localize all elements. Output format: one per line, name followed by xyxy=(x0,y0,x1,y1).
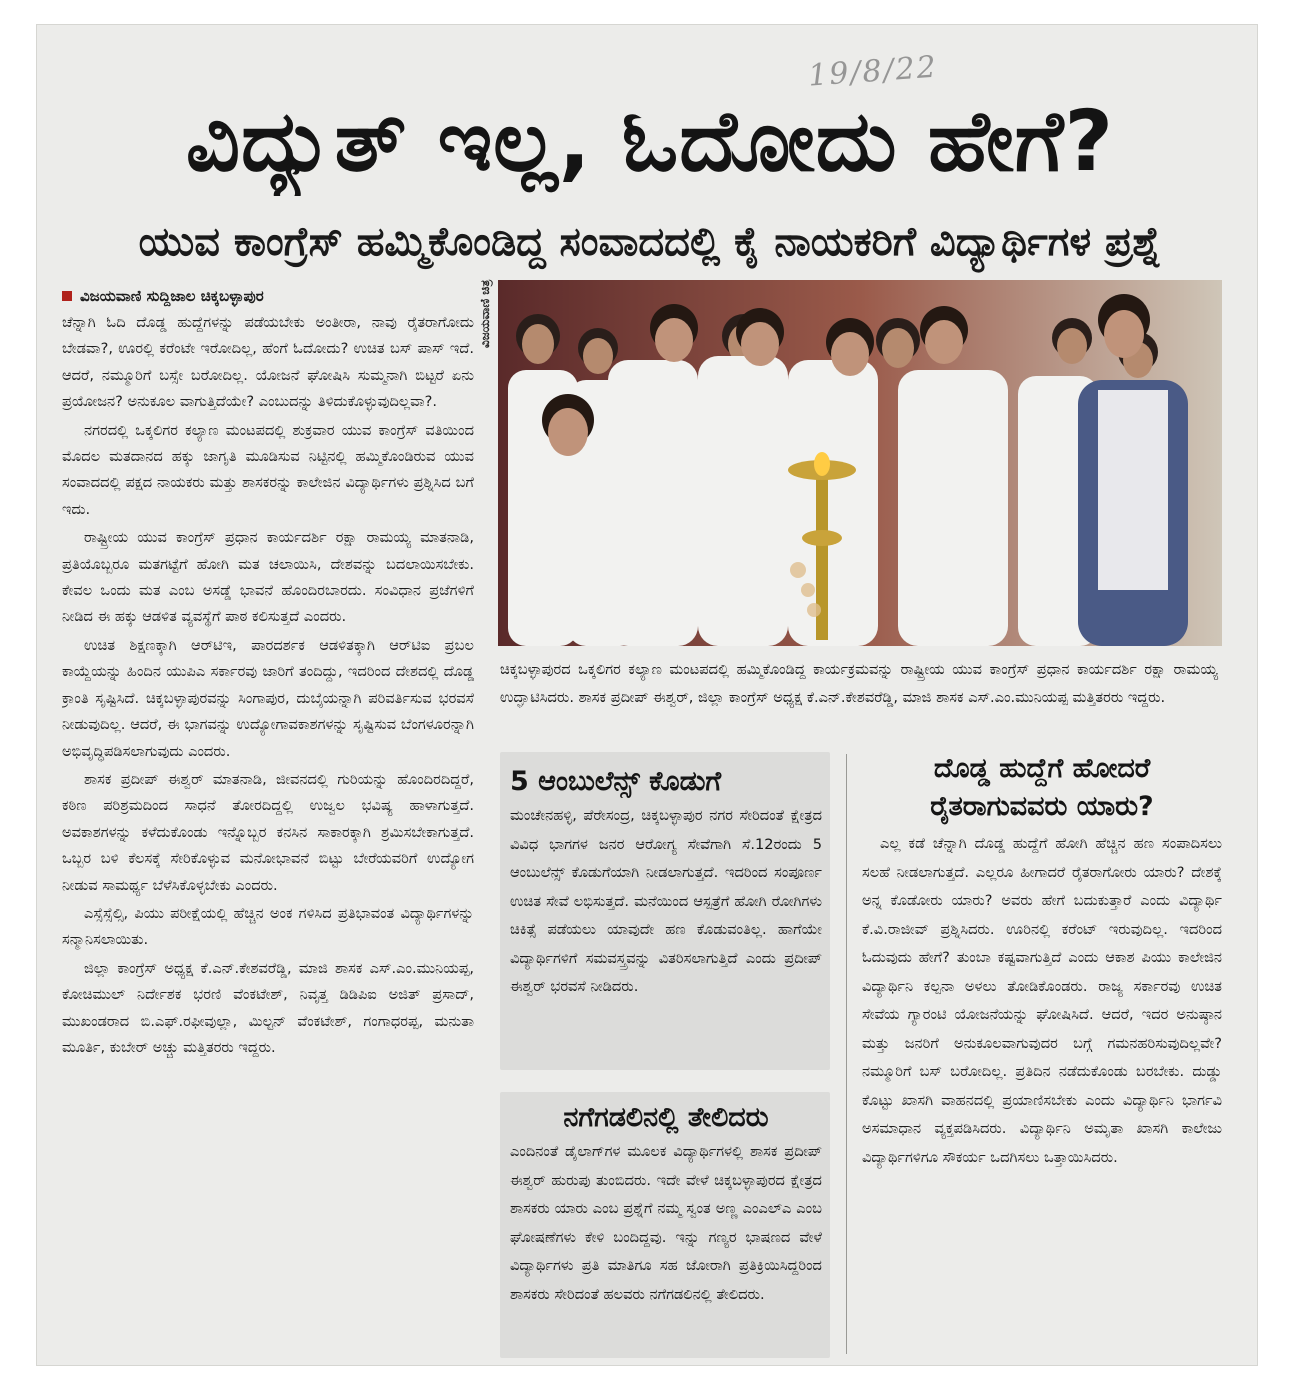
story-paragraph: ರಾಷ್ಟ್ರೀಯ ಯುವ ಕಾಂಗ್ರೆಸ್ ಪ್ರಧಾನ ಕಾರ್ಯದರ್ಶಿ ರಕ್ಷಾ ರಾಮಯ್ಯ ಮಾತನಾಡಿ, ಪ್ರತಿಯೊಬ್ಬರೂ ಮತಗಟ್ಟೆಗೆ ಹೋಗಿ ಮತ ಚಲಾಯಿಸಿ, ದೇಶವನ್ನು ಬದಲಾಯಿಸಬೇಕು. ಕೇವಲ ಒಂದು ಮತ ಎಂಬ ಅಸಡ್ಡೆ ಭಾವನೆ ಹೊಂದಿರಬಾರದು. ಸಂವಿಧಾನ ಪ್ರಜೆಗಳಿಗೆ ನೀಡಿದ ಈ ಹಕ್ಕು ಆಡಳಿತ ವ್ಯವಸ್ಥೆಗೆ ಪಾಠ ಕಲಿಸುತ್ತದೆ ಎಂದರು. xyxy=(62,529,474,626)
photo-credit: ವಿಜಯವಾಣಿ ಚಿತ್ರ xyxy=(478,280,492,349)
farmer-title-line1: ದೊಡ್ಡ ಹುದ್ದೆಗೆ ಹೋದರೆ xyxy=(933,753,1151,784)
farmer-story xyxy=(862,750,1222,1350)
handwritten-date-note: 19/8/22 xyxy=(807,49,939,94)
story-paragraph: ಶಾಸಕ ಪ್ರದೀಪ್ ಈಶ್ವರ್ ಮಾತನಾಡಿ, ಜೀವನದಲ್ಲಿ ಗುರಿಯನ್ನು ಹೊಂದಿರದಿದ್ದರೆ, ಕಠಿಣ ಪರಿಶ್ರಮದಿಂದ ಸಾಧನೆ ತೋರದಿದ್ದಲ್ಲಿ ಉಜ್ವಲ ಭವಿಷ್ಯ ಹಾಳಾಗುತ್ತದೆ. ಅವಕಾಶಗಳನ್ನು ಕಳೆದುಕೊಂಡು ಇನ್ನೊಬ್ಬರ ಕನಸಿನ ಸಾಕಾರಕ್ಕಾಗಿ ಶ್ರಮಿಸಬೇಕಾಗುತ್ತದೆ. ಒಬ್ಬರ ಬಳಿ ಕೆಲಸಕ್ಕೆ ಸೇರಿಕೊಳ್ಳುವ ಮನೋಭಾವನೆ ಬಿಟ್ಟು ಬೇರೆಯವರಿಗೆ ಉದ್ಯೋಗ ನೀಡುವ ಸಾಮರ್ಥ್ಯ ಬೆಳೆಸಿಕೊಳ್ಳಬೇಕು ಎಂದರು. xyxy=(62,770,474,894)
laughter-body: ಎಂದಿನಂತೆ ಡೈಲಾಗ್‌ಗಳ ಮೂಲಕ ವಿದ್ಯಾರ್ಥಿಗಳಲ್ಲಿ ಶಾಸಕ ಪ್ರದೀಪ್ ಈಶ್ವರ್ ಹುರುಪು ತುಂಬಿದರು. ಇದೇ ವೇಳೆ ಚಿಕ್ಕಬಳ್ಳಾಪುರದ ಕ್ಷೇತ್ರದ ಶಾಸಕರು ಯಾರು ಎಂಬ ಪ್ರಶ್ನೆಗೆ ನಮ್ಮ ಸ್ವಂತ ಅಣ್ಣ ಎಂಎಲ್‌ಎ ಎಂಬ ಘೋಷಣೆಗಳು ಕೇಳಿ ಬಂದಿದ್ದವು. ಇನ್ನು ಗಣ್ಯರ ಭಾಷಣದ ವೇಳೆ ವಿದ್ಯಾರ್ಥಿಗಳು ಪ್ರತಿ ಮಾತಿಗೂ ಸಹ ಜೋರಾಗಿ ಪ್ರತಿಕ್ರಿಯಿಸಿದ್ದರಿಂದ ಶಾಸಕರು ಸೇರಿದಂತೆ ಹಲವರು ನಗೆಗಡಲಿನಲ್ಲಿ ತೇಲಿದರು. xyxy=(510,1143,822,1303)
headline: ವಿದ್ಯುತ್ ಇಲ್ಲ, ಓದೋದು ಹೇಗೆ? xyxy=(185,92,1115,190)
ambulance-sidebar xyxy=(500,752,830,1070)
story-paragraph: ಚೆನ್ನಾಗಿ ಓದಿ ದೊಡ್ಡ ಹುದ್ದೆಗಳನ್ನು ಪಡೆಯಬೇಕು ಅಂತೀರಾ, ನಾವು ರೈತರಾಗೋದು ಬೇಡವಾ?, ಊರಲ್ಲಿ ಕರೆಂಟೇ ಇರೋದಿಲ್ಲ, ಹೆಂಗೆ ಓದೋದು? ಉಚಿತ ಬಸ್ ಪಾಸ್ ಇದೆ. ಆದರೆ, ನಮ್ಮೂರಿಗೆ ಬಸ್ಸೇ ಬರೋದಿಲ್ಲ. ಯೋಜನೆ ಘೋಷಿಸಿ ಸುಮ್ಮನಾಗಿ ಬಿಟ್ಟರೆ ಏನು ಪ್ರಯೋಜನ? ಅನುಕೂಲ ವಾಗುತ್ತಿದೆಯೇ? ಎಂಬುದನ್ನು ತಿಳಿದುಕೊಳ್ಳುವುದಿಲ್ಲವಾ?. xyxy=(62,314,474,411)
bullet-square-icon xyxy=(62,291,72,301)
event-photo-illustration xyxy=(498,280,1222,646)
story-paragraph: ಎಸ್ಸೆಸ್ಸೆಲ್ಸಿ, ಪಿಯು ಪರೀಕ್ಷೆಯಲ್ಲಿ ಹೆಚ್ಚಿನ ಅಂಕ ಗಳಿಸಿದ ಪ್ರತಿಭಾವಂತ ವಿದ್ಯಾರ್ಥಿಗಳನ್ನು ಸನ್ಮಾನಿಸಲಾಯಿತು. xyxy=(62,904,474,949)
farmer-title-line2: ರೈತರಾಗುವವರು ಯಾರು? xyxy=(930,791,1154,822)
ambulance-body: ಮಂಚೇನಹಳ್ಳಿ, ಪೆರೇಸಂದ್ರ, ಚಿಕ್ಕಬಳ್ಳಾಪುರ ನಗರ ಸೇರಿದಂತೆ ಕ್ಷೇತ್ರದ ವಿವಿಧ ಭಾಗಗಳ ಜನರ ಆರೋಗ್ಯ ಸೇವೆಗಾಗಿ ಸೆ.12ರಂದು 5 ಆಂಬುಲೆನ್ಸ್ ಕೊಡುಗೆಯಾಗಿ ನೀಡಲಾಗುತ್ತದೆ. ಇದರಿಂದ ಸಂಪೂರ್ಣ ಉಚಿತ ಸೇವೆ ಲಭಿಸುತ್ತದೆ. ಮನೆಯಿಂದ ಆಸ್ಪತ್ರೆಗೆ ಹೋಗಿ ರೋಗಿಗಳು ಚಿಕಿತ್ಸೆ ಪಡೆಯಲು ಯಾವುದೇ ಹಣ ಕೊಡುವಂತಿಲ್ಲ. ಹಾಗೆಯೇ ವಿದ್ಯಾರ್ಥಿಗಳಿಗೆ ಸಮವಸ್ತ್ರವನ್ನು ವಿತರಿಸಲಾಗುತ್ತಿದೆ ಎಂದು ಪ್ರದೀಪ್ ಈಶ್ವರ್ ಭರವಸೆ ನೀಡಿದರು. xyxy=(510,807,822,995)
event-photo xyxy=(498,280,1222,646)
ambulance-title: 5 ಆಂಬುಲೆನ್ಸ್ ಕೊಡುಗೆ xyxy=(510,766,722,797)
story-paragraph: ನಗರದಲ್ಲಿ ಒಕ್ಕಲಿಗರ ಕಲ್ಯಾಣ ಮಂಟಪದಲ್ಲಿ ಶುಕ್ರವಾರ ಯುವ ಕಾಂಗ್ರೆಸ್ ವತಿಯಿಂದ ಮೊದಲ ಮತದಾನದ ಹಕ್ಕು ಜಾಗೃತಿ ಮೂಡಿಸುವ ನಿಟ್ಟಿನಲ್ಲಿ ಹಮ್ಮಿಕೊಂಡಿರುವ ಯುವ ಸಂವಾದದಲ್ಲಿ ಪಕ್ಷದ ನಾಯಕರು ಮತ್ತು ಶಾಸಕರನ್ನು ಕಾಲೇಜಿನ ವಿದ್ಯಾರ್ಥಿಗಳು ಪ್ರಶ್ನಿಸಿದ ಬಗೆ ಇದು. xyxy=(62,421,474,518)
farmer-body: ಎಲ್ಲ ಕಡೆ ಚೆನ್ನಾಗಿ ದೊಡ್ಡ ಹುದ್ದೆಗೆ ಹೋಗಿ ಹೆಚ್ಚಿನ ಹಣ ಸಂಪಾದಿಸಲು ಸಲಹೆ ನೀಡಲಾಗುತ್ತದೆ. ಎಲ್ಲರೂ ಹೀಗಾದರೆ ರೈತರಾಗೋರು ಯಾರು? ದೇಶಕ್ಕೆ ಅನ್ನ ಕೊಡೋರು ಯಾರು? ಅವರು ಹೇಗೆ ಬದುಕುತ್ತಾರೆ ಎಂದು ವಿದ್ಯಾರ್ಥಿ ಕೆ.ವಿ.ರಾಜೀವ್ ಪ್ರಶ್ನಿಸಿದರು. ಊರಿನಲ್ಲಿ ಕರೆಂಟ್ ಇರುವುದಿಲ್ಲ. ಇದರಿಂದ ಓದುವುದು ಹೇಗೆ? ತುಂಬಾ ಕಷ್ಟವಾಗುತ್ತಿದೆ ಎಂದು ಆಕಾಶ ಪಿಯು ಕಾಲೇಜಿನ ವಿದ್ಯಾರ್ಥಿನಿ ಕಲ್ಪನಾ ಅಳಲು ತೋಡಿಕೊಂಡರು. ರಾಜ್ಯ ಸರ್ಕಾರವು ಉಚಿತ ಸೇವೆಯ ಗ್ಯಾರಂಟಿ ಯೋಜನೆಯನ್ನು ಘೋಷಿಸಿದೆ. ಆದರೆ, ಇದರ ಅನುಷ್ಠಾನ ಮತ್ತು ಜನರಿಗೆ ಅನುಕೂಲವಾಗುವುದರ ಬಗ್ಗೆ ಗಮನಹರಿಸುವುದಿಲ್ಲವೇ? ನಮ್ಮೂರಿಗೆ ಬಸ್ ಬರೋದಿಲ್ಲ. ಪ್ರತಿದಿನ ನಡೆದುಕೊಂಡು ಬರಬೇಕು. ದುಡ್ಡು ಕೊಟ್ಟು ಖಾಸಗಿ ವಾಹನದಲ್ಲಿ ಪ್ರಯಾಣಿಸಬೇಕು ಎಂದು ವಿದ್ಯಾರ್ಥಿನಿ ಭಾರ್ಗವಿ ಅಸಮಾಧಾನ ವ್ಯಕ್ತಪಡಿಸಿದರು. ವಿದ್ಯಾರ್ಥಿನಿ ಅಮೃತಾ ಖಾಸಗಿ ಕಾಲೇಜು ವಿದ್ಯಾರ್ಥಿಗಳಿಗೂ ಸೌಕರ್ಯ ಒದಗಿಸಲು ಒತ್ತಾಯಿಸಿದರು. xyxy=(862,835,1222,1166)
dateline-text: ವಿಜಯವಾಣಿ ಸುದ್ದಿಜಾಲ ಚಿಕ್ಕಬಳ್ಳಾಪುರ xyxy=(80,287,264,305)
laughter-sidebar xyxy=(500,1092,830,1358)
story-paragraph: ಜಿಲ್ಲಾ ಕಾಂಗ್ರೆಸ್ ಅಧ್ಯಕ್ಷ ಕೆ.ಎನ್.ಕೇಶವರೆಡ್ಡಿ, ಮಾಜಿ ಶಾಸಕ ಎಸ್.ಎಂ.ಮುನಿಯಪ್ಪ, ಕೋಚಿಮುಲ್ ನಿರ್ದೇಶಕ ಭರಣಿ ವೆಂಕಟೇಶ್, ನಿವೃತ್ತ ಡಿಡಿಪಿಐ ಅಜಿತ್ ಪ್ರಸಾದ್, ಮುಖಂಡರಾದ ಬಿ.ಎಫ್.ರಫೀವುಲ್ಲಾ, ಮಿಲ್ಟನ್ ವೆಂಕಟೇಶ್, ಗಂಗಾಧರಪ್ಪ, ಮನುತಾ ಮೂರ್ತಿ, ಕುಬೇರ್ ಅಚ್ಚು ಮತ್ತಿತರರು ಇದ್ದರು. xyxy=(62,959,474,1056)
subheadline: ಯುವ ಕಾಂಗ್ರೆಸ್ ಹಮ್ಮಿಕೊಂಡಿದ್ದ ಸಂವಾದದಲ್ಲಿ ಕೈ ನಾಯಕರಿಗೆ ವಿದ್ಯಾರ್ಥಿಗಳ ಪ್ರಶ್ನೆ xyxy=(138,219,1162,265)
photo-caption: ಚಿಕ್ಕಬಳ್ಳಾಪುರದ ಒಕ್ಕಲಿಗರ ಕಲ್ಯಾಣ ಮಂಟಪದಲ್ಲಿ ಹಮ್ಮಿಕೊಂಡಿದ್ದ ಕಾರ್ಯಕ್ರಮವನ್ನು ರಾಷ್ಟ್ರೀಯ ಯುವ ಕಾಂಗ್ರೆಸ್ ಪ್ರಧಾನ ಕಾರ್ಯದರ್ಶಿ ರಕ್ಷಾ ರಾಮಯ್ಯ ಉದ್ಘಾಟಿಸಿದರು. ಶಾಸಕ ಪ್ರದೀಪ್ ಈಶ್ವರ್, ಜಿಲ್ಲಾ ಕಾಂಗ್ರೆಸ್ ಅಧ್ಯಕ್ಷ ಕೆ.ಎನ್.ಕೇಶವರೆಡ್ಡಿ, ಮಾಜಿ ಶಾಸಕ ಎಸ್.ಎಂ.ಮುನಿಯಪ್ಪ ಮತ್ತಿತರರು ಇದ್ದರು. xyxy=(500,661,1218,706)
main-story-column xyxy=(62,284,474,1364)
laughter-title: ನಗೆಗಡಲಿನಲ್ಲಿ ತೇಲಿದರು xyxy=(563,1102,769,1133)
dateline xyxy=(62,284,474,308)
story-paragraph: ಉಚಿತ ಶಿಕ್ಷಣಕ್ಕಾಗಿ ಆರ್‌ಟಿಇ, ಪಾರದರ್ಶಕ ಆಡಳಿತಕ್ಕಾಗಿ ಆರ್‌ಟಿಐ ಪ್ರಬಲ ಕಾಯ್ದೆಯನ್ನು ಹಿಂದಿನ ಯುಪಿಎ ಸರ್ಕಾರವು ಜಾರಿಗೆ ತಂದಿದ್ದು, ಇದರಿಂದ ದೇಶದಲ್ಲಿ ದೊಡ್ಡ ಕ್ರಾಂತಿ ಸೃಷ್ಟಿಸಿದೆ. ಚಿಕ್ಕಬಳ್ಳಾಪುರವನ್ನು ಸಿಂಗಾಪುರ, ದುಬೈಯನ್ನಾಗಿ ಪರಿವರ್ತಿಸುವ ಭರವಸೆ ನೀಡುವುದಿಲ್ಲ. ಆದರೆ, ಈ ಭಾಗವನ್ನು ಉದ್ಯೋಗಾವಕಾಶಗಳನ್ನು ಸೃಷ್ಟಿಸುವ ಬೆಂಗಳೂರನ್ನಾಗಿ ಅಭಿವೃದ್ಧಿಪಡಿಸಲಾಗುವುದು ಎಂದರು. xyxy=(62,636,474,760)
column-divider xyxy=(846,754,847,1354)
